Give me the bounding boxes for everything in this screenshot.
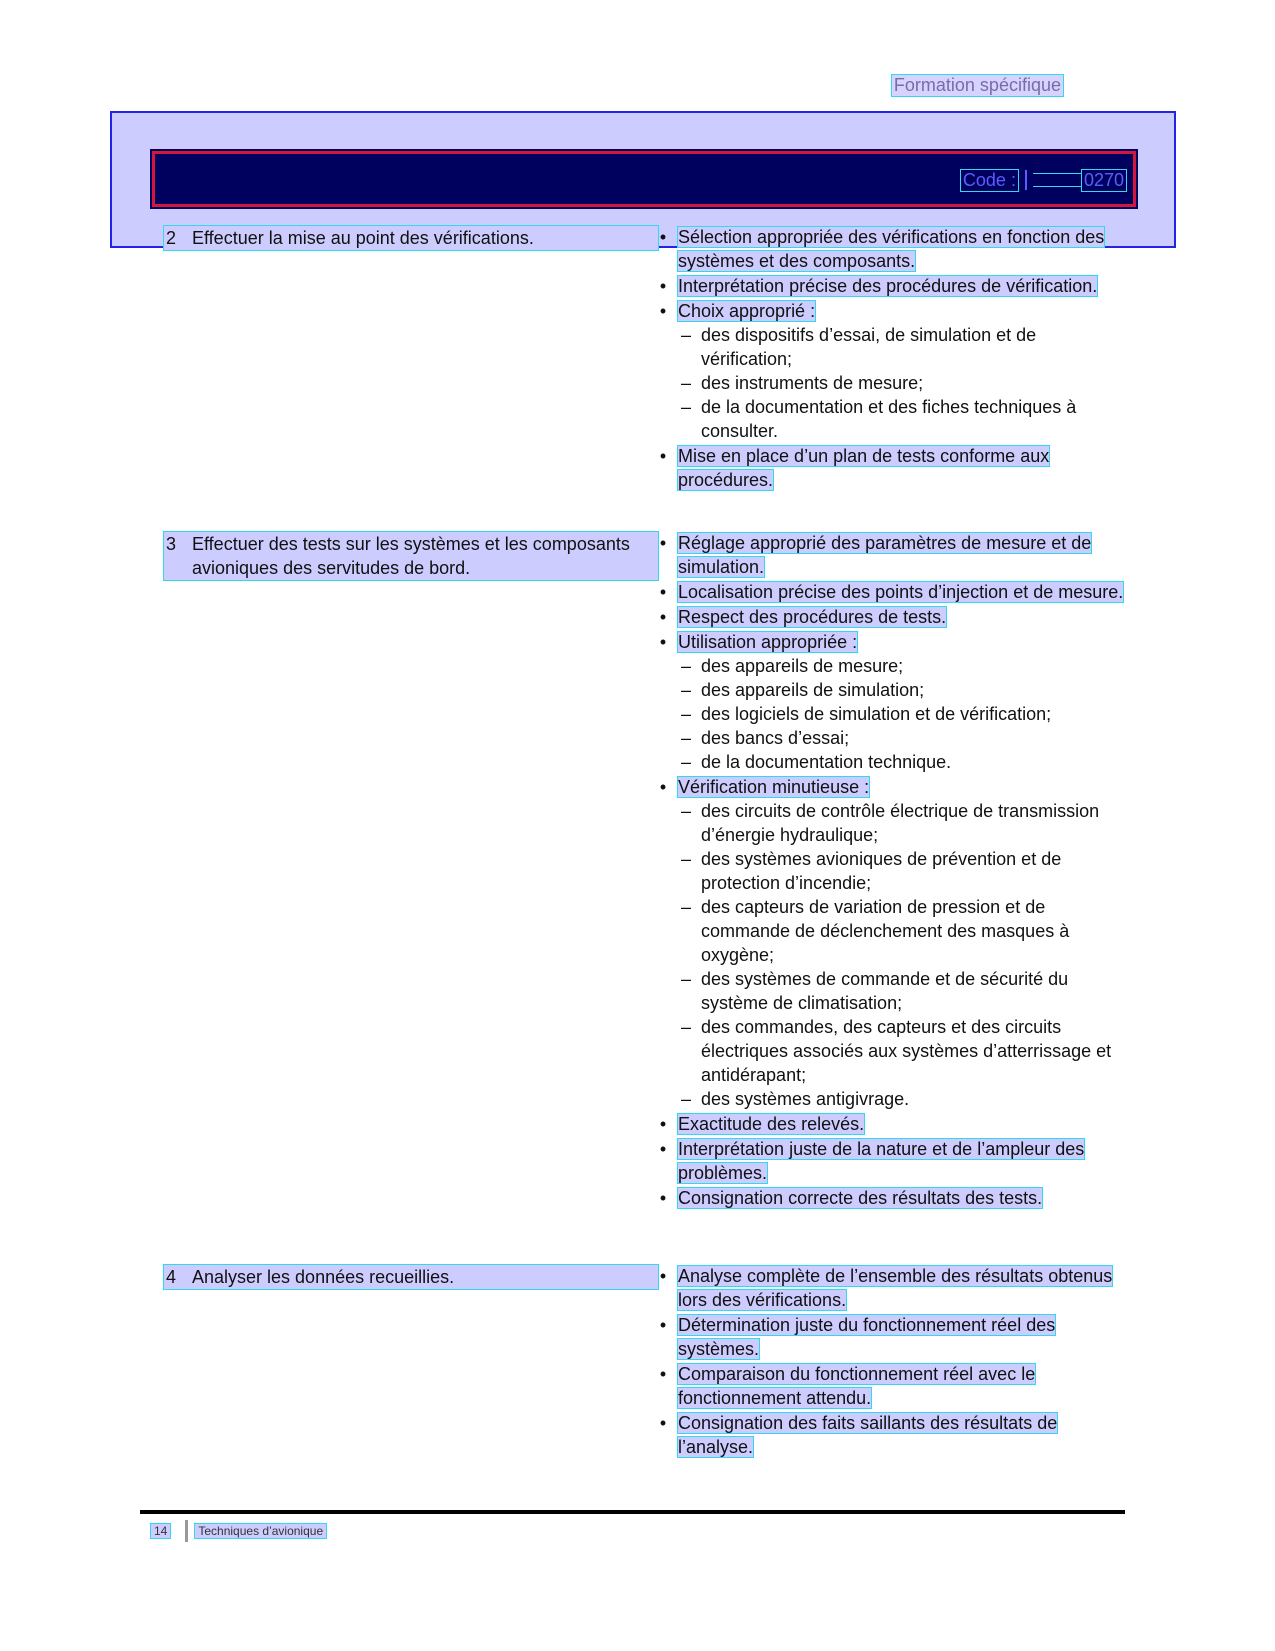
criterion-text: Exactitude des relevés.: [678, 1114, 865, 1134]
sub-criteria-list: [677, 654, 1127, 774]
criterion: [657, 1137, 1127, 1185]
sub-criterion: – des capteurs de variation de pression et de commande de déclenchement des masques à oxygène;: [677, 895, 1127, 967]
sub-criterion: – de la documentation et des fiches techniques à consulter.: [677, 395, 1127, 443]
step: [163, 225, 659, 251]
sub-criterion: – des dispositifs d’essai, de simulation et de vérification;: [677, 323, 1127, 371]
criterion-text: Réglage approprié des paramètres de mesure et de simulation.: [678, 533, 1092, 577]
step-text: Effectuer la mise au point des vérifications.: [192, 228, 534, 248]
step: [163, 1264, 659, 1290]
criterion-text: Interprétation juste de la nature et de l’ampleur des problèmes.: [678, 1139, 1085, 1183]
criterion-text: Consignation correcte des résultats des tests.: [678, 1188, 1043, 1208]
step-text: Effectuer des tests sur les systèmes et les composants avioniques des servitudes de bord.: [192, 534, 630, 578]
criterion: [657, 225, 1127, 273]
sub-criterion: – de la documentation technique.: [677, 750, 1127, 774]
criterion-text: Respect des procédures de tests.: [678, 607, 947, 627]
sub-criterion: – des systèmes antigivrage.: [677, 1087, 1127, 1111]
document-name: Techniques d’avionique: [194, 1523, 327, 1539]
criterion: [657, 775, 1127, 1111]
sub-criterion: – des bancs d’essai;: [677, 726, 1127, 750]
criterion: [657, 274, 1127, 298]
criterion-text: Analyse complète de l’ensemble des résultats obtenus lors des vérifications.: [678, 1266, 1113, 1310]
footer-separator: [185, 1520, 188, 1542]
criterion: [657, 1362, 1127, 1410]
code-bar: [152, 151, 1136, 207]
criteria-list: [657, 1264, 1127, 1460]
criterion: [657, 1411, 1127, 1459]
criterion-text: Mise en place d’un plan de tests conforme aux procédures.: [678, 446, 1050, 490]
criterion: [657, 299, 1127, 443]
step-number: 2: [166, 228, 177, 248]
document-section-title: Formation spécifique: [891, 74, 1064, 97]
criterion: [657, 531, 1127, 579]
page-footer: [150, 1520, 327, 1542]
sub-criterion: – des instruments de mesure;: [677, 371, 1127, 395]
sub-criteria-list: [677, 799, 1127, 1111]
step: [163, 531, 659, 581]
step-number: 4: [166, 1267, 177, 1287]
criterion: [657, 1264, 1127, 1312]
criterion: [657, 605, 1127, 629]
sub-criterion: – des appareils de mesure;: [677, 654, 1127, 678]
step-text: Analyser les données recueillies.: [192, 1267, 455, 1287]
criterion-text: Vérification minutieuse :: [678, 777, 870, 797]
footer-rule: [140, 1510, 1125, 1514]
criterion: [657, 444, 1127, 492]
criterion-text: Sélection appropriée des vérifications en fonction des systèmes et des composants.: [678, 227, 1105, 271]
code-gap: [1033, 173, 1081, 187]
criterion: [657, 580, 1127, 604]
code-value: 0270: [1081, 169, 1127, 192]
criterion-text: Choix approprié :: [678, 301, 816, 321]
criterion-text: Comparaison du fonctionnement réel avec le fonctionnement attendu.: [678, 1364, 1036, 1408]
criterion-text: Utilisation appropriée :: [678, 632, 858, 652]
criteria-list: [657, 531, 1127, 1211]
criteria-list: [657, 225, 1127, 493]
criterion-text: Interprétation précise des procédures de vérification.: [678, 276, 1098, 296]
code-separator: [1025, 170, 1027, 190]
sub-criterion: – des commandes, des capteurs et des circuits électriques associés aux systèmes d’atterrissage et antidérapant;: [677, 1015, 1127, 1087]
sub-criterion: – des circuits de contrôle électrique de transmission d’énergie hydraulique;: [677, 799, 1127, 847]
code-label: Code :: [960, 169, 1019, 192]
sub-criterion: – des systèmes de commande et de sécurité du système de climatisation;: [677, 967, 1127, 1015]
criterion: [657, 630, 1127, 774]
criterion-text: Détermination juste du fonctionnement réel des systèmes.: [678, 1315, 1056, 1359]
criterion: [657, 1186, 1127, 1210]
criterion: [657, 1112, 1127, 1136]
sub-criterion: – des systèmes avioniques de prévention et de protection d’incendie;: [677, 847, 1127, 895]
criterion: [657, 1313, 1127, 1361]
criterion-text: Localisation précise des points d’injection et de mesure.: [678, 582, 1124, 602]
sub-criterion: – des appareils de simulation;: [677, 678, 1127, 702]
sub-criterion: – des logiciels de simulation et de vérification;: [677, 702, 1127, 726]
sub-criteria-list: [677, 323, 1127, 443]
step-number: 3: [166, 534, 177, 554]
code-box: [960, 170, 1127, 190]
criterion-text: Consignation des faits saillants des résultats de l’analyse.: [678, 1413, 1058, 1457]
page-number: 14: [150, 1523, 171, 1539]
